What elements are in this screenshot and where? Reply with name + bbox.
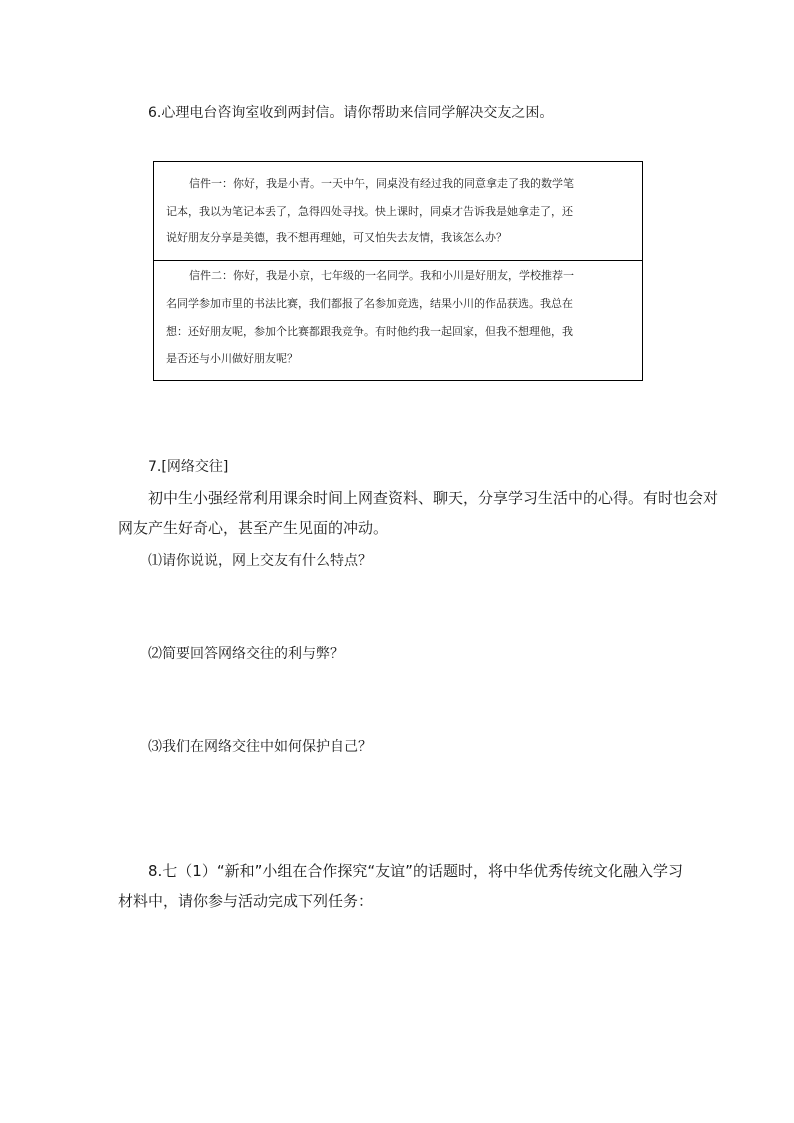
letter-1-line-3: 说好朋友分享是美德，我不想再理她，可又怕失去友情，我该怎么办？ <box>166 231 507 244</box>
question-7-sub-2: ⑵简要回答网络交往的利与弊？ <box>148 646 344 662</box>
letter-2-line-3: 想：还好朋友呢，参加个比赛都跟我竞争。有时他约我一起回家，但我不想理他，我 <box>166 325 573 338</box>
question-7-intro-line-2: 网友产生好奇心，甚至产生见面的冲动。 <box>118 519 389 537</box>
question-8-line-1: 8.七（1）“新和”小组在合作探究“友谊”的话题时，将中华优秀传统文化融入学习 <box>148 862 683 880</box>
letters-box <box>153 161 643 381</box>
letter-divider <box>154 260 642 261</box>
question-8-line-2: 材料中，请你参与活动完成下列任务： <box>118 892 374 910</box>
letter-1-line-1: 信件一：你好，我是小青。一天中午，同桌没有经过我的同意拿走了我的数学笔 <box>189 177 574 190</box>
letter-2-line-2: 名同学参加市里的书法比赛，我们都报了名参加竞选，结果小川的作品获选。我总在 <box>166 297 573 310</box>
letter-2-line-1: 信件二：你好，我是小京，七年级的一名同学。我和小川是好朋友，学校推荐一 <box>189 269 574 282</box>
letter-1-line-2: 记本，我以为笔记本丢了，急得四处寻找。快上课时，同桌才告诉我是她拿走了，还 <box>166 205 573 218</box>
question-7-sub-1: ⑴请你说说，网上交友有什么特点？ <box>148 553 372 569</box>
question-7-sub-3: ⑶我们在网络交往中如何保护自己？ <box>148 739 372 755</box>
question-7-title: 7.[网络交往] <box>148 459 229 475</box>
letter-2-line-4: 是否还与小川做好朋友呢？ <box>166 352 298 365</box>
question-7-intro-line-1: 初中生小强经常利用课余时间上网查资料、聊天，分享学习生活中的心得。有时也会对 <box>148 489 719 507</box>
question-6-title: 6.心理电台咨询室收到两封信。请你帮助来信同学解决交友之困。 <box>148 105 554 121</box>
